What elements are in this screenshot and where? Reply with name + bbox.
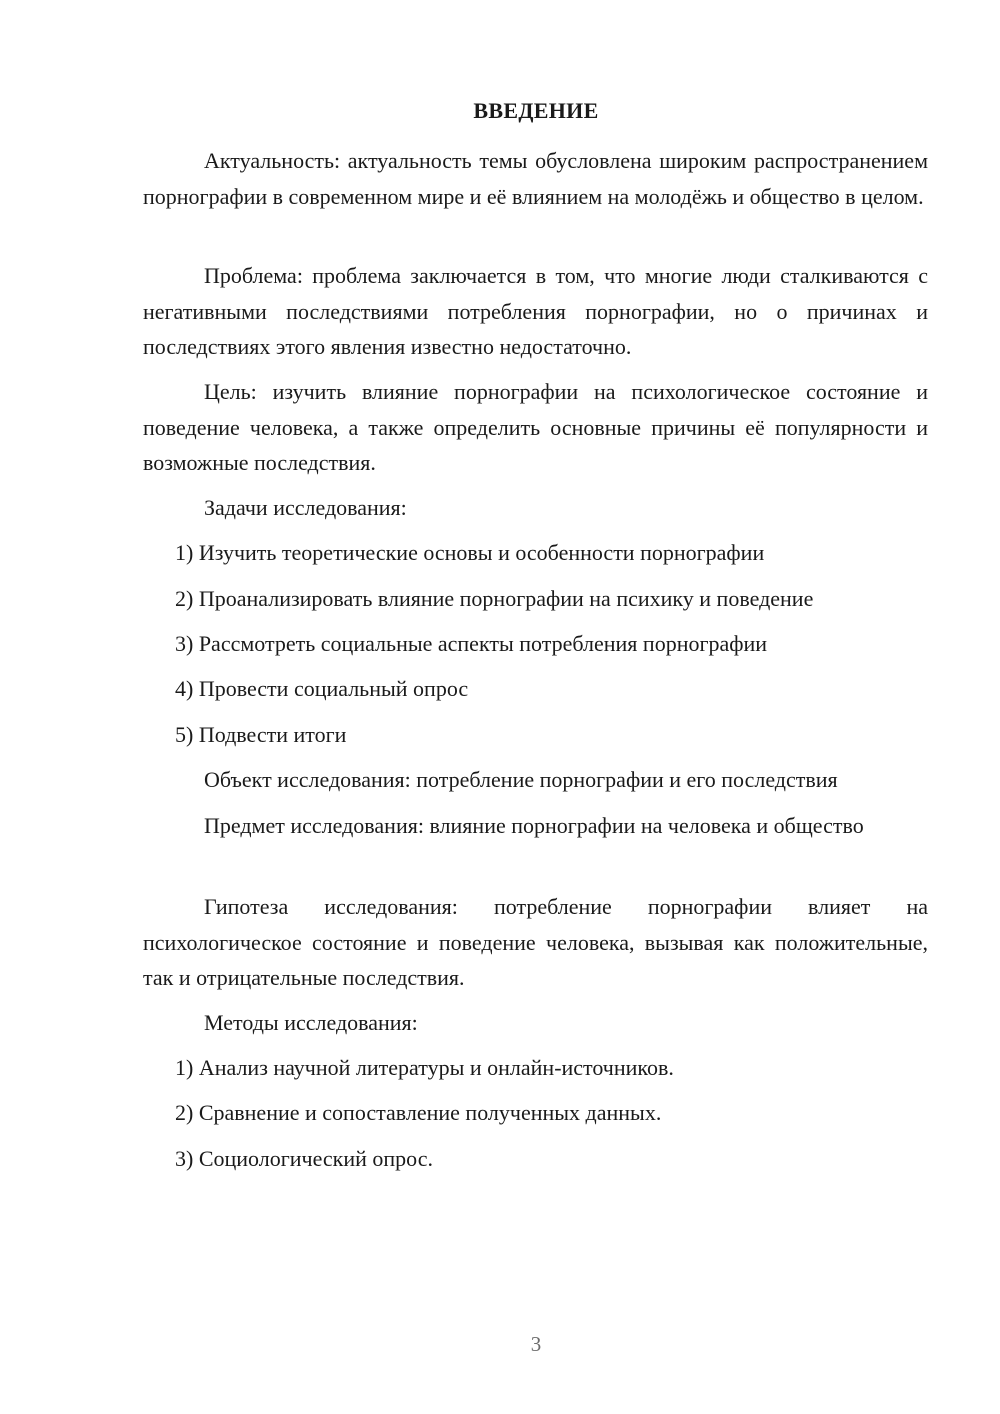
object-paragraph: Объект исследования: потребление порнографии и его последствия: [204, 767, 838, 792]
goal-paragraph: Цель: изучить влияние порнографии на психологическое состояние и поведение человека, а также определить основные причины её популярности и возможные последствия.: [143, 379, 928, 475]
task-item-3: 3) Рассмотреть социальные аспекты потребления порнографии: [175, 631, 768, 656]
task-item-4: 4) Провести социальный опрос: [175, 676, 469, 701]
task-item-2: 2) Проанализировать влияние порнографии на психику и поведение: [175, 586, 814, 611]
method-item-3: 3) Социологический опрос.: [175, 1146, 433, 1171]
task-item-1: 1) Изучить теоретические основы и особенности порнографии: [175, 540, 765, 565]
subject-paragraph: Предмет исследования: влияние порнографии на человека и общество: [204, 813, 864, 838]
relevance-paragraph: Актуальность: актуальность темы обусловлена широким распространением порнографии в современном мире и её влиянием на молодёжь и общество в целом.: [143, 148, 928, 209]
task-item-5: 5) Подвести итоги: [175, 722, 347, 747]
method-item-2: 2) Сравнение и сопоставление полученных данных.: [175, 1100, 662, 1125]
section-heading: ВВЕДЕНИЕ: [473, 98, 599, 123]
problem-paragraph: Проблема: проблема заключается в том, что многие люди сталкиваются с негативными последствиями потребления порнографии, но о причинах и последствиях этого явления известно недостаточно.: [143, 263, 928, 359]
methods-title: Методы исследования:: [204, 1010, 418, 1035]
page-number: 3: [530, 1332, 542, 1356]
tasks-title: Задачи исследования:: [204, 495, 407, 520]
method-item-1: 1) Анализ научной литературы и онлайн-источников.: [175, 1055, 674, 1080]
hypothesis-paragraph: Гипотеза исследования: потребление порнографии влияет на психологическое состояние и поведение человека, вызывая как положительные, так и отрицательные последствия.: [143, 894, 928, 990]
